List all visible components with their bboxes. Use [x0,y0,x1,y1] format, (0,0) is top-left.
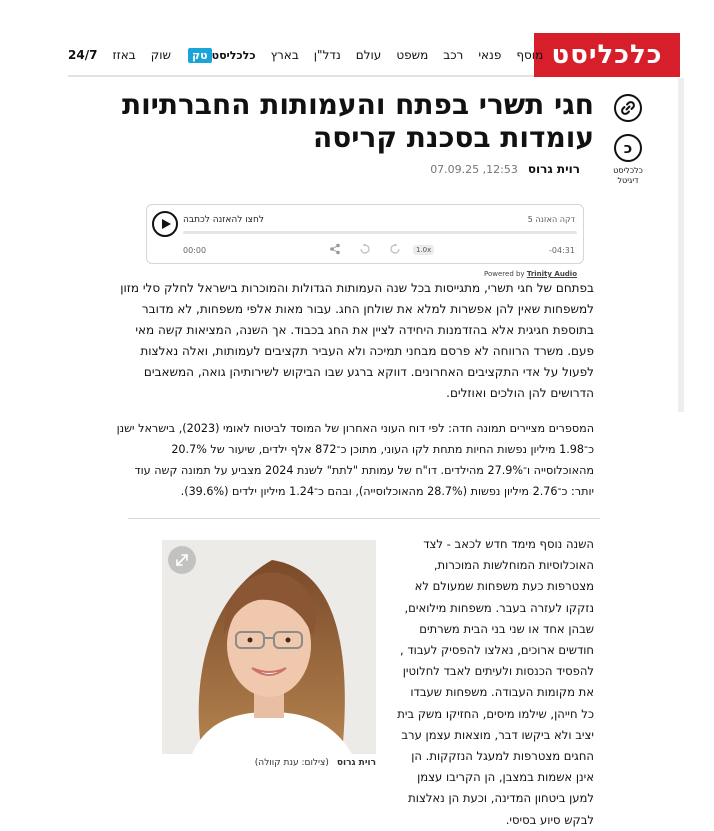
nav-item-world[interactable]: עולם [355,48,382,62]
audio-progress-bar[interactable] [183,231,577,234]
audio-player [146,204,584,264]
nav-item-buzz[interactable]: באזז [112,48,136,62]
chain-link-icon [620,100,636,116]
share-link-icon[interactable] [614,94,642,122]
nav-tech-badge: טק [188,48,212,63]
main-nav [68,33,544,77]
digital-label-line1: כלכליסט [613,166,643,175]
nav-item-calcalist-tech[interactable] [186,48,256,63]
article-paragraph-3: השנה נוסף מימד חדש לכאב - לצד האוכלוסיות המוחלשות המוכרות, מצטרפות כעת משפחות שמעולם לא נזקקו לעזרה בעבר. משפחות מילואים, שבהן אחד או שני בני הבית משרתים חודשים ארוכים, נאלצו להפסיק לעבוד , להפסיד הכנסות ולעיתים לאבד לחלוטין את מקומות העבודה. משפחות שעבדו כל חייהן, שילמו מיסים, החזיקו משק בית יציב ולא ביקשו דבר, מוצאות עצמן ערב החגים מצטרפות למעגל הנזקקות. הן אינן אשמות במצבן, הן הקריבו עצמן למען ביטחון המדינה, וכעת הן נאלצות לבקש סיוע בסיסי. [397,537,594,827]
share-icon [329,243,341,255]
share-audio-button[interactable] [329,243,341,255]
portrait-illustration [162,540,376,754]
publish-timestamp: 12:53, 07.09.25 [430,163,518,176]
trinity-audio-link[interactable]: Trinity Audio [526,270,578,278]
nav-item-24-7[interactable]: 24/7 [68,48,98,62]
author-photo[interactable] [162,540,376,754]
nav-item-real-estate[interactable]: נדל"ן [313,48,341,62]
top-nav-bar [68,33,680,77]
forward-icon [389,243,401,255]
nav-item-cars[interactable]: רכב [443,48,464,62]
calcalist-digital-icon[interactable] [614,134,642,162]
rewind-button[interactable] [359,243,371,255]
photo-caption [255,758,376,768]
nav-item-market[interactable]: שוק [150,48,172,62]
scrollbar[interactable] [678,78,684,412]
caption-name: רוית גרוס [336,758,376,768]
rewind-icon [359,243,371,255]
digital-label-line2: דיגיטל [617,176,639,185]
calcalist-digital-label[interactable] [600,166,656,186]
listen-duration: דקה האזנה 5 [527,215,575,224]
current-time: 00:00 [183,246,207,255]
play-icon [160,218,172,230]
nav-item-law[interactable]: משפט [396,48,429,62]
author-name[interactable]: רוית גרוס [527,162,580,176]
byline [430,162,580,176]
playback-speed-button[interactable]: 1.0x [413,245,434,255]
digital-glyph: כ [623,139,633,157]
forward-button[interactable] [389,243,401,255]
play-button[interactable] [152,211,178,237]
expand-image-icon[interactable] [168,546,196,574]
caption-credit: (צילום: ענת קוולה) [254,758,329,768]
remaining-time: -04:31 [549,246,575,255]
nav-tech-label: כלכליסט [211,48,256,62]
article-headline: חגי תשרי בפתח והעמותות החברתיות עומדות בסכנת קריסה [121,88,594,154]
section-divider [128,518,600,519]
article-paragraph-1: בפתחם של חגי תשרי, מתגייסות בכל שנה העמותות הגדולות והמוכרות בישראל לחלק סלי מזון למשפחות שאין להן אפשרות למלא את שולחן החג. עבור מאות אלפי משפחות, לא מדובר בתוספת חגיגית אלא בהזדמנות היחידה לציין את החג בכבוד. אך השנה, המציאות קשה מאי פעם. משרד הרווחה לא פרסם מבחני תמיכה ולא העביר תקציבים לעמותות, ואלה נאלצות לפעול על אדי התקציבים האחרונים. דווקא ברגע שבו הביקוש לשירותיהן גואה, המשאבים הדרושים להן הולכים ואוזלים. [120,281,594,400]
article-paragraph-2: המספרים מציירים תמונה חדה: לפי דוח העוני האחרון של המוסד לביטוח לאומי (2023), בישראל ישנן כ־1.98 מיליון נפשות החיות מתחת לקו העוני, מתוכן כ־872 אלף ילדים, שיעור של 20.7% מהאוכלוסייה ו־27.9% מהילדים. דו"ח של עמותת "לתת" לשנת 2024 מצביע על תמונה קשה עוד יותר: כ־2.76 מיליון נפשות (28.7% מהאוכלוסייה), ובהם כ־1.24 מיליון ילדים (39.6%). [116,422,594,498]
powered-by-label: Powered by [484,270,525,278]
player-title: לחצו להאזנה לכתבה [183,215,264,225]
powered-by [484,270,577,278]
nav-item-leisure[interactable]: פנאי [478,48,502,62]
calcalist-logo[interactable]: כלכליסט [534,33,680,77]
arrows-expand-icon [175,553,189,567]
nav-item-supplement[interactable]: מוסף [516,48,544,62]
nav-item-israel[interactable]: בארץ [270,48,299,62]
